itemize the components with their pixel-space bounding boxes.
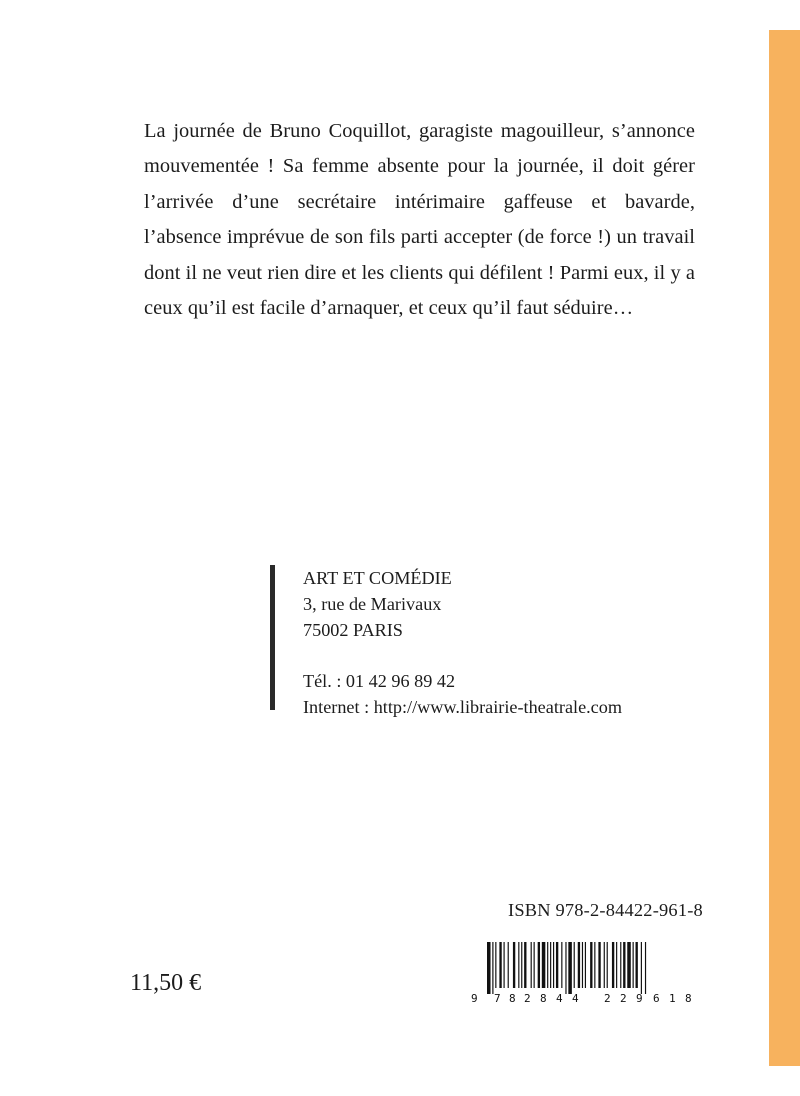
- barcode-bar: [553, 942, 554, 988]
- barcode-bar: [641, 942, 642, 994]
- barcode-bar: [508, 942, 509, 988]
- barcode-bar: [620, 942, 621, 988]
- barcode-bar: [565, 942, 566, 994]
- barcode-bar: [590, 942, 592, 988]
- barcode-digit: 4: [556, 992, 563, 1005]
- barcode-bar: [633, 942, 634, 988]
- barcode-digit: 1: [669, 992, 676, 1005]
- barcode-bar: [521, 942, 522, 988]
- barcode-bar: [492, 942, 493, 994]
- back-cover-blurb: La journée de Bruno Coquillot, garagiste magouilleur, s’annonce mouvementée ! Sa femme absente pour la journée, il doit gérer l’arrivée d’une secrétaire intérimaire gaffeuse et bavarde, l’absence imprévue de son fils parti accepter (de force !) un travail dont il ne veut rien dire et les clients qui défilent ! Parmi eux, il y a ceux qu’il est facile d’arnaquer, et ceux qu’il faut séduire…: [144, 120, 695, 320]
- barcode-bar: [495, 942, 496, 988]
- barcode-bar: [578, 942, 580, 988]
- barcode-digit: 7: [494, 992, 501, 1005]
- barcode-bar: [568, 942, 572, 994]
- barcode-bar: [607, 942, 608, 988]
- barcode-bar: [604, 942, 605, 988]
- barcode-digit: 4: [572, 992, 579, 1005]
- barcode-bar: [504, 942, 505, 988]
- publisher-phone: Tél. : 01 42 96 89 42: [303, 671, 456, 691]
- barcode-digit: 8: [509, 992, 516, 1005]
- barcode-bar: [627, 942, 631, 988]
- barcode-bar: [582, 942, 583, 988]
- barcode-bar: [518, 942, 519, 988]
- barcode-bar: [612, 942, 614, 988]
- barcode-digit: 8: [685, 992, 692, 1005]
- spine-color-band: [769, 30, 800, 1066]
- publisher-website: Internet : http://www.librairie-theatrale.com: [303, 697, 622, 717]
- barcode-bar: [556, 942, 558, 988]
- barcode-digit: 2: [604, 992, 611, 1005]
- price-label: 11,50 €: [130, 970, 202, 996]
- barcode-digit: 2: [524, 992, 531, 1005]
- barcode-bar: [534, 942, 535, 988]
- barcode-bar: [499, 942, 501, 988]
- publisher-divider-bar: [270, 565, 275, 710]
- publisher-name: ART ET COMÉDIE: [303, 568, 452, 588]
- publisher-spacer: [303, 643, 622, 668]
- barcode: [467, 942, 722, 1006]
- barcode-bar: [542, 942, 546, 988]
- barcode-bar: [487, 942, 491, 994]
- barcode-bar: [531, 942, 532, 988]
- publisher-address: [303, 565, 622, 720]
- barcode-graphic: [467, 942, 722, 1006]
- barcode-digit: 6: [653, 992, 660, 1005]
- barcode-digit: 2: [620, 992, 627, 1005]
- barcode-bar: [561, 942, 562, 988]
- barcode-bar: [598, 942, 600, 988]
- barcode-bar: [550, 942, 551, 988]
- barcode-bar: [547, 942, 548, 988]
- barcode-bar: [636, 942, 638, 988]
- barcode-bar: [616, 942, 617, 988]
- barcode-bar: [594, 942, 595, 988]
- barcode-bar: [645, 942, 646, 994]
- publisher-city: 75002 PARIS: [303, 620, 403, 640]
- barcode-bar: [574, 942, 575, 988]
- barcode-bar: [585, 942, 586, 988]
- barcode-bar: [524, 942, 526, 988]
- publisher-street: 3, rue de Marivaux: [303, 594, 442, 614]
- barcode-digit: 9: [471, 992, 478, 1005]
- publisher-info: [270, 565, 730, 717]
- barcode-bar: [538, 942, 540, 988]
- barcode-digit: 9: [636, 992, 643, 1005]
- barcode-bar: [623, 942, 625, 988]
- isbn-label: ISBN 978-2-84422-961-8: [508, 900, 703, 920]
- barcode-bar: [513, 942, 515, 988]
- barcode-digit: 8: [540, 992, 547, 1005]
